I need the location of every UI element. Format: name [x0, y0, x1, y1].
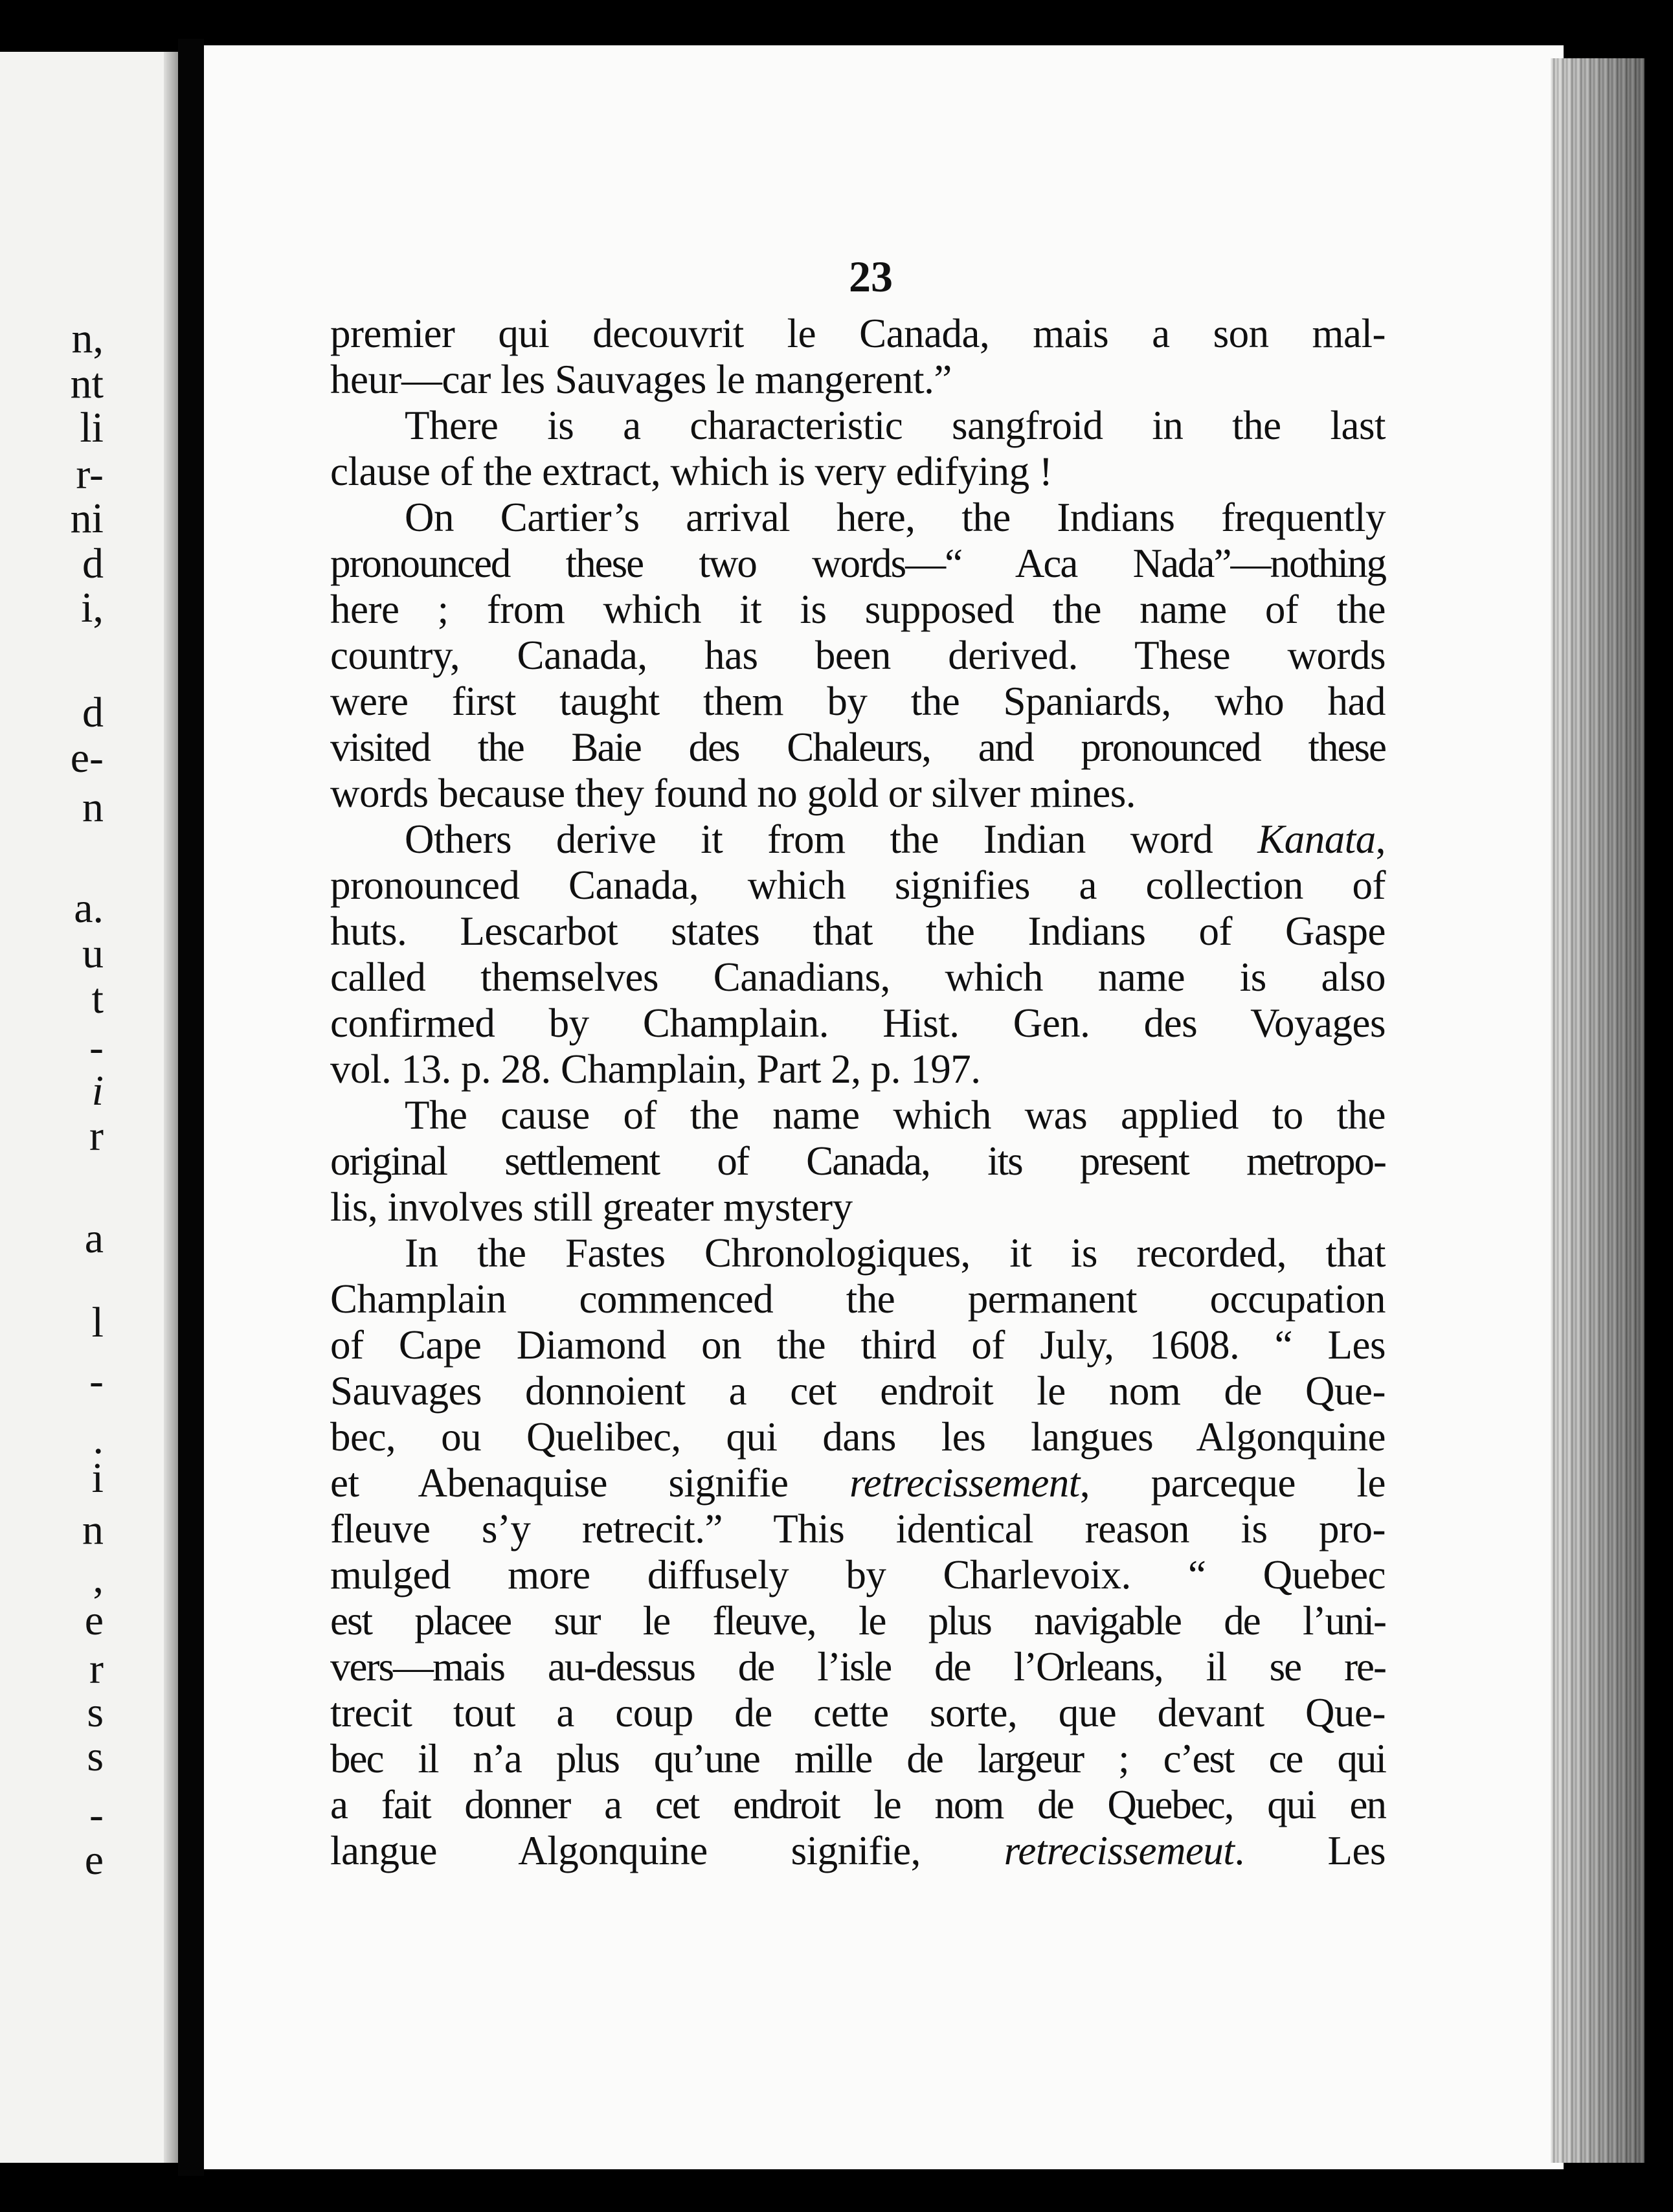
left-page-fragment: -: [89, 1357, 104, 1405]
text-line: original settlement of Canada, its present metropo-: [330, 1138, 1386, 1184]
left-page-fragment: i: [91, 1454, 104, 1502]
left-page-fragment: n: [82, 784, 104, 831]
text-line: heur—car les Sauvages le mangerent.”: [330, 357, 952, 402]
page-edge-shade: [1551, 58, 1645, 2163]
page-edge-stack: [1551, 58, 1645, 2163]
left-page-fragment: i,: [81, 584, 104, 631]
italic-word-retrecissement: retrecissement: [849, 1460, 1080, 1506]
text-line: fleuve s’y retrecit.” This identical reason is pro-: [330, 1506, 1386, 1552]
page-number: 23: [849, 252, 893, 301]
text-line: called themselves Canadians, which name is also: [330, 954, 1386, 1000]
text-line: premier qui decouvrit le Canada, mais a son mal-: [330, 311, 1386, 356]
text-line: bec, ou Quelibec, qui dans les langues Algonquine: [330, 1414, 1386, 1460]
text-line: clause of the extract, which is very edifying !: [330, 449, 1053, 494]
left-page-fragment: s: [87, 1733, 104, 1780]
text-line: a fait donner a cet endroit le nom de Quebec, qui en: [330, 1782, 1386, 1827]
left-page-fragment: -: [89, 1791, 104, 1838]
text-line: The cause of the name which was applied to the: [405, 1092, 1386, 1138]
text-line: There is a characteristic sangfroid in the last: [405, 403, 1386, 448]
text-line: vers—mais au-dessus de l’isle de l’Orleans, il se re-: [330, 1644, 1386, 1689]
text-line: trecit tout a coup de cette sorte, que devant Que-: [330, 1690, 1386, 1735]
left-page-fragment: r: [89, 1112, 104, 1160]
left-page-fragment: d: [82, 540, 104, 587]
left-page-fragment: .: [93, 1416, 104, 1463]
text-line: here ; from which it is supposed the name of the: [330, 587, 1386, 632]
text-line: visited the Baie des Chaleurs, and pronounced these: [330, 725, 1386, 770]
left-page-fragment: i: [91, 1067, 104, 1114]
left-page-fragment: nt: [70, 360, 104, 407]
text-line: Champlain commenced the permanent occupation: [330, 1276, 1386, 1322]
text-line: pronounced Canada, which signifies a collection of: [330, 863, 1386, 908]
left-page-fragment: t: [91, 975, 104, 1022]
text-line: words because they found no gold or silver mines.: [330, 771, 1136, 816]
text-line: est placee sur le fleuve, le plus navigable de l’uni-: [330, 1598, 1386, 1643]
left-page-fragment: n: [82, 1506, 104, 1553]
left-page-fragment: e: [84, 1836, 104, 1884]
text-line: of Cape Diamond on the third of July, 1608. “ Les: [330, 1322, 1386, 1368]
text-line: Others derive it from the Indian word Kanata,: [405, 817, 1386, 862]
text-line: Sauvages donnoient a cet endroit le nom de Que-: [330, 1368, 1386, 1414]
left-page-fragment: d: [82, 689, 104, 736]
text-line: pronounced these two words—“ Aca Nada”—nothing: [330, 541, 1386, 586]
page-body-text: [330, 311, 1386, 1874]
left-page-fragment: ni: [70, 495, 104, 542]
italic-word-kanata: Kanata: [1257, 817, 1376, 862]
left-page-fragment: li: [80, 404, 104, 451]
text-line: country, Canada, has been derived. These words: [330, 633, 1386, 678]
left-page-fragment: e: [84, 1597, 104, 1644]
left-page-fragment: e-: [70, 734, 104, 782]
left-page-fragment: a: [84, 1215, 104, 1262]
left-page-fragment: a.: [74, 885, 104, 932]
book-spine-shadow: [178, 39, 204, 2176]
text-line: On Cartier’s arrival here, the Indians frequently: [405, 495, 1386, 540]
left-page-fragment: s: [87, 1689, 104, 1736]
text-line: huts. Lescarbot states that the Indians of Gaspe: [330, 909, 1386, 954]
text-line: langue Algonquine signifie, retrecissemeut. Les: [330, 1828, 1386, 1873]
text-line: et Abenaquise signifie retrecissement, parceque le: [330, 1460, 1386, 1506]
italic-word-retrecissemeut: retrecissemeut: [1004, 1828, 1235, 1873]
left-page-fragment: r: [89, 1645, 104, 1693]
text-line: confirmed by Champlain. Hist. Gen. des Voyages: [330, 1000, 1386, 1046]
left-page-fragment: ,: [93, 1555, 104, 1602]
left-page-fragment: u: [82, 930, 104, 977]
left-page-fragment: l: [91, 1299, 104, 1346]
text-line: mulged more diffusely by Charlevoix. “ Quebec: [330, 1552, 1386, 1597]
text-line: bec il n’a plus qu’une mille de largeur ; c’est ce qui: [330, 1736, 1386, 1781]
text-line: vol. 13. p. 28. Champlain, Part 2, p. 197.: [330, 1046, 981, 1092]
left-page-gutter: [164, 52, 178, 2163]
left-page-fragment: n,: [71, 315, 104, 362]
left-page-fragment: -: [89, 1024, 104, 1071]
left-page-fragment: r-: [76, 451, 104, 498]
text-line: were first taught them by the Spaniards, who had: [330, 679, 1386, 724]
text-line: lis, involves still greater mystery: [330, 1184, 853, 1230]
text-line: In the Fastes Chronologiques, it is recorded, that: [405, 1230, 1386, 1276]
